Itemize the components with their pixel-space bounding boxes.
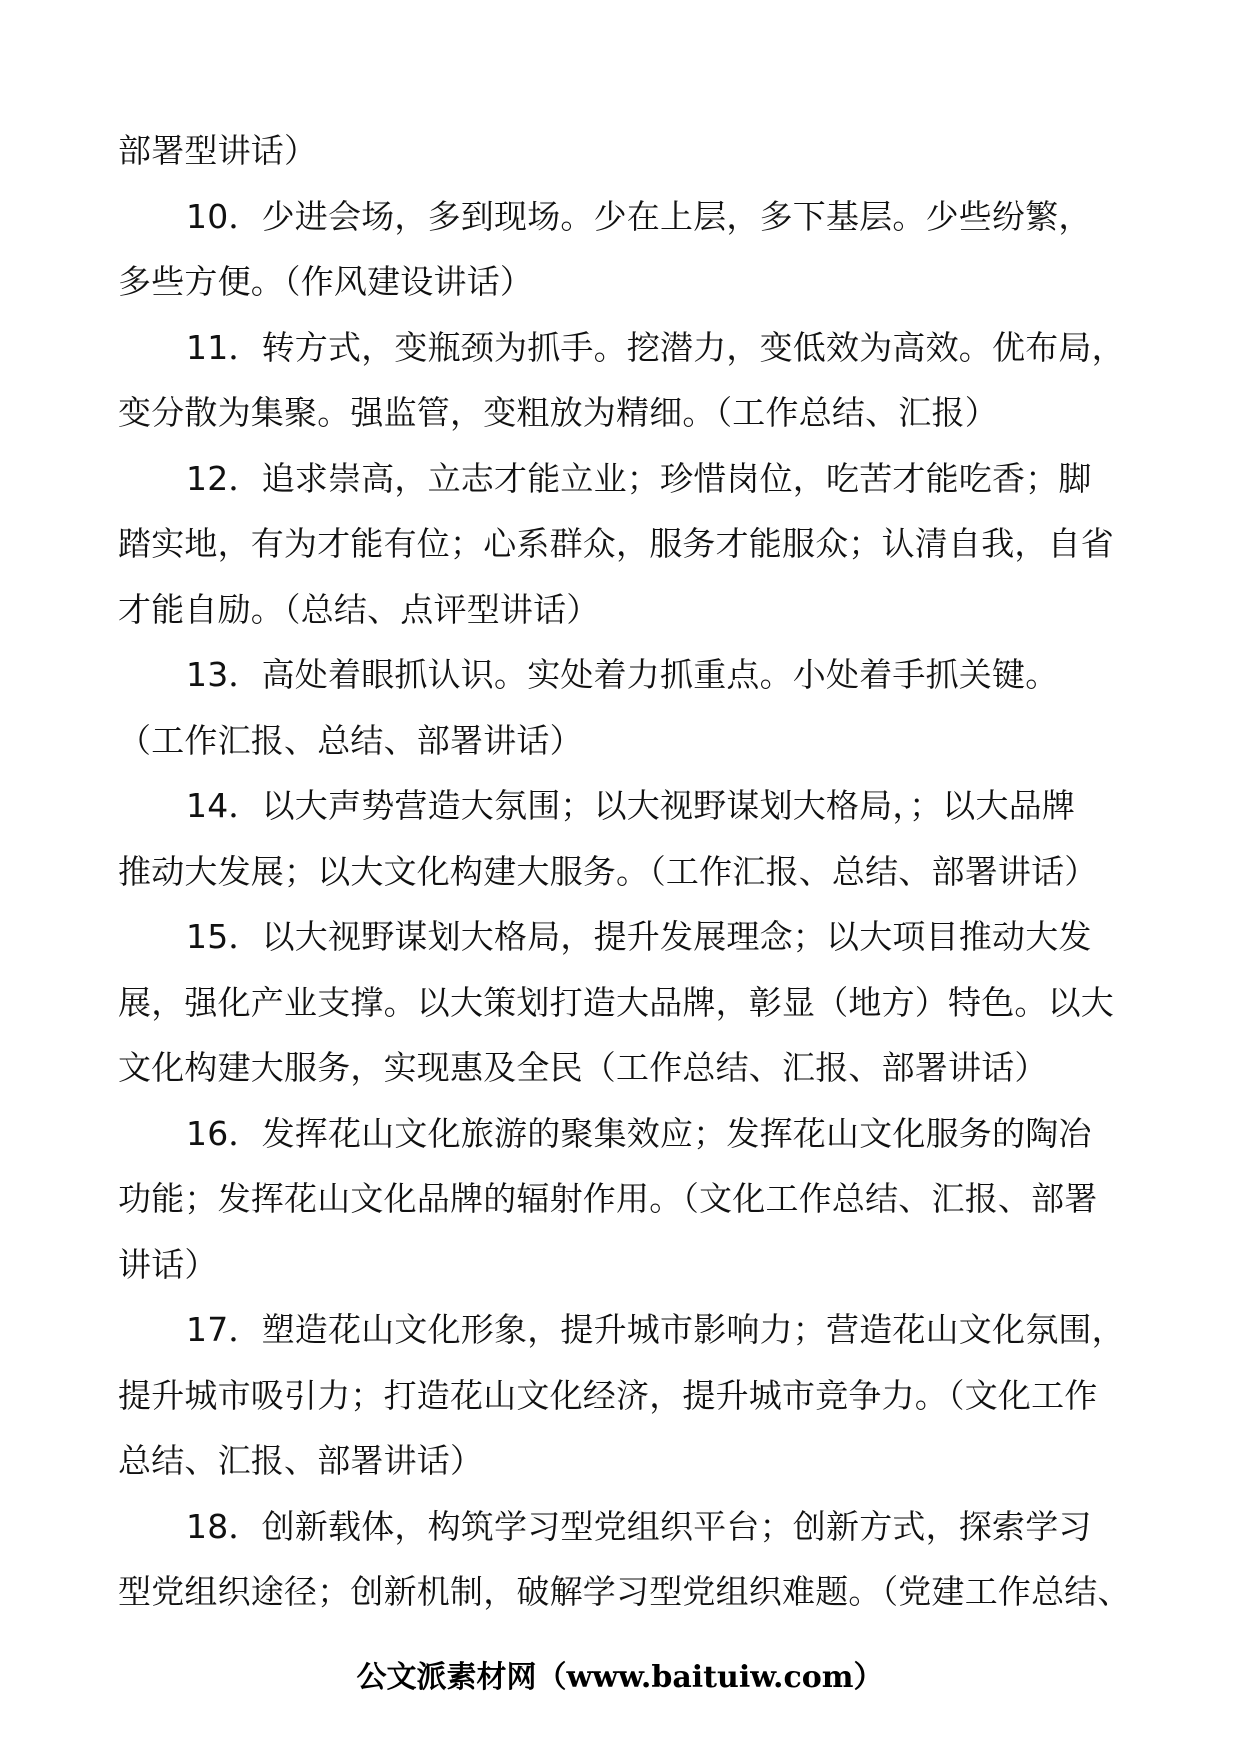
text-line: 18．创新载体，构筑学习型党组织平台；创新方式，探索学习 [186,1506,1092,1546]
text-line: 多些方便。（作风建设讲话） [118,262,534,301]
text-line: 14．以大声势营造大氛围；以大视野谋划大格局，；以大品牌 [186,786,1076,825]
text-line: 才能自励。（总结、点评型讲话） [118,589,600,629]
text-line: （工作汇报、总结、部署讲话） [118,720,583,760]
text-line: 提升城市吸引力；打造花山文化经济，提升城市竞争力。（文化工作 [118,1375,1098,1415]
text-line: 16．发挥花山文化旅游的聚集效应；发挥花山文化服务的陶冶 [186,1113,1092,1153]
text-line: 推动大发展；以大文化构建大服务。（工作汇报、总结、部署讲话） [118,851,1098,891]
text-line: 展，强化产业支撑。以大策划打造大品牌，彰显（地方）特色。以大 [118,982,1114,1022]
text-line: 部署型讲话） [118,131,318,170]
page-footer: 公文派素材网（www.baituiw.com） [356,1660,884,1695]
text-line: 13．高处着眼抓认识。实处着力抓重点。小处着手抓关键。 [186,655,1059,694]
text-line: 11．转方式，变瓶颈为抓手。挖潜力，变低效为高效。优布局， [186,327,1125,367]
text-line: 总结、汇报、部署讲话） [118,1441,484,1480]
text-line: 文化构建大服务，实现惠及全民（工作总结、汇报、部署讲话） [118,1048,1048,1087]
text-line: 踏实地，有为才能有位；心系群众，服务才能服众；认清自我，自省 [118,524,1114,563]
text-line: 17．塑造花山文化形象，提升城市影响力；营造花山文化氛围， [186,1310,1125,1349]
text-line: 讲话） [118,1244,218,1284]
text-line: 10．少进会场，多到现场。少在上层，多下基层。少些纷繁， [186,196,1092,236]
text-line: 功能；发挥花山文化品牌的辐射作用。（文化工作总结、汇报、部署 [118,1179,1098,1218]
text-line: 12．追求崇高，立志才能立业；珍惜岗位，吃苦才能吃香；脚 [186,458,1092,498]
text-line: 15．以大视野谋划大格局，提升发展理念；以大项目推动大发 [186,917,1092,956]
text-line: 变分散为集聚。强监管，变粗放为精细。（工作总结、汇报） [118,393,998,432]
text-line: 型党组织途径；创新机制，破解学习型党组织难题。（党建工作总结、 [118,1572,1131,1611]
document-body [118,118,1131,1611]
